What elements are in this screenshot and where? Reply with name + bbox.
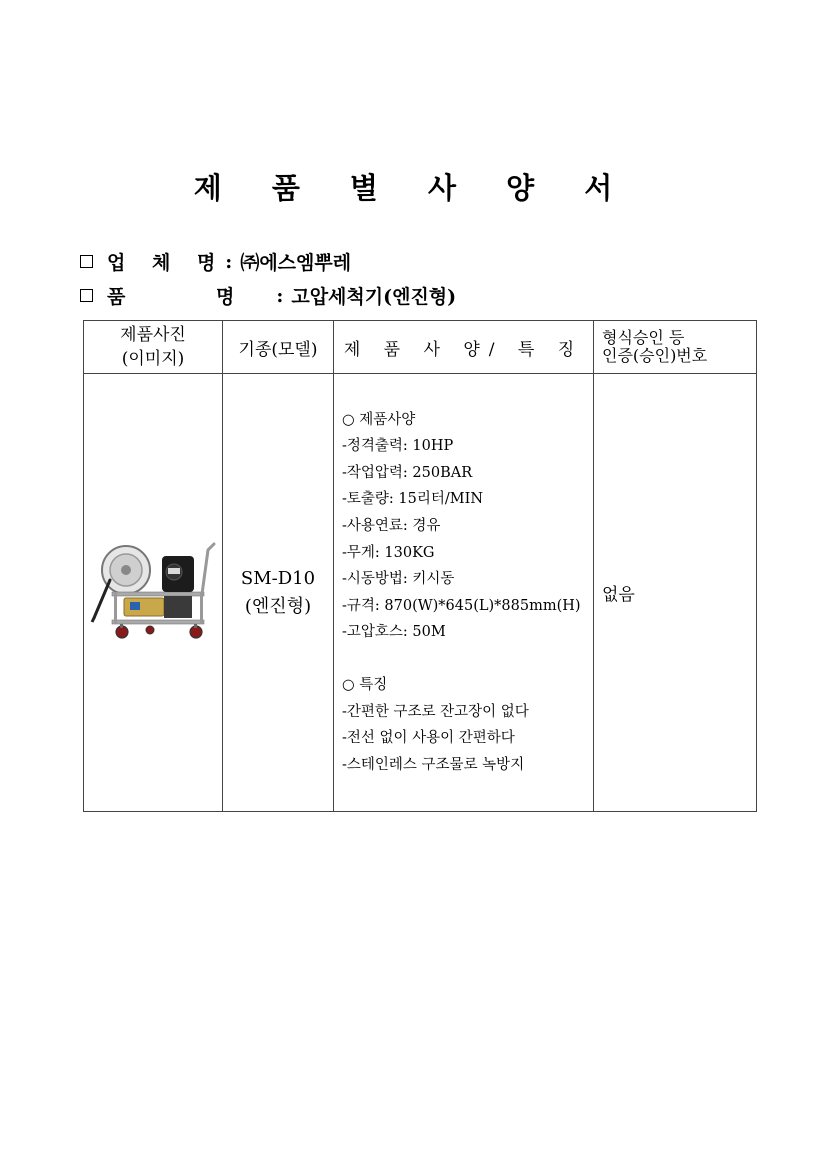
company-label: 업 체 명 (107, 252, 226, 274)
spec-line: -규격: 870(W)*645(L)*885mm(H) (342, 597, 581, 614)
spacer (342, 646, 593, 672)
model-cell (223, 374, 334, 812)
header-approval-line1: 형식승인 등 (602, 328, 685, 347)
header-photo (84, 321, 223, 374)
table-header-row (84, 321, 757, 374)
product-colon: : (276, 284, 284, 307)
document-title: 제 품 별 사 양 서 (193, 171, 633, 205)
header-photo-line1: 제품사진 (120, 325, 186, 345)
spec-table (83, 320, 757, 812)
spec-line: -작업압력: 250BAR (342, 464, 473, 481)
spec-line: -무게: 130KG (342, 544, 435, 561)
checkbox-icon (80, 289, 93, 302)
model-name: SM-D10 (240, 567, 316, 589)
model-type: (엔진형) (244, 595, 312, 617)
table-row (84, 374, 757, 812)
product-label: 품 명 (107, 286, 277, 308)
spec-line: -정격출력: 10HP (342, 438, 454, 455)
header-model: 기종(모델) (223, 321, 334, 374)
header-approval (594, 321, 757, 374)
header-spec: 제 품 사 양/ 특 징 (334, 321, 594, 374)
feature-line: -간편한 구조로 잔고장이 없다 (342, 703, 529, 720)
spec-line: -토출량: 15리터/MIN (342, 491, 484, 508)
spec-line: -고압호스: 50M (342, 624, 446, 641)
header-photo-line2: (이미지) (121, 349, 185, 369)
feature-line: -전선 없이 사용이 간편하다 (342, 730, 515, 747)
pressure-washer-image (90, 540, 216, 646)
spec-cell (334, 374, 594, 812)
company-line (80, 248, 351, 275)
approval-cell: 없음 (594, 374, 757, 812)
company-colon: : (225, 250, 233, 273)
product-value: 고압세척기(엔진형) (291, 286, 457, 308)
spec-line: -사용연료: 경유 (342, 518, 441, 535)
spec-heading: ○ 제품사양 (342, 411, 416, 428)
feature-heading: ○ 특징 (342, 676, 388, 693)
spec-line: -시동방법: 키시동 (342, 571, 455, 588)
header-approval-line2: 인증(승인)번호 (602, 346, 708, 365)
feature-line: -스테인레스 구조물로 녹방지 (342, 756, 525, 773)
checkbox-icon (80, 255, 93, 268)
product-line (80, 282, 456, 309)
company-value: ㈜에스엠뿌레 (240, 252, 352, 274)
product-photo-cell (84, 374, 223, 812)
